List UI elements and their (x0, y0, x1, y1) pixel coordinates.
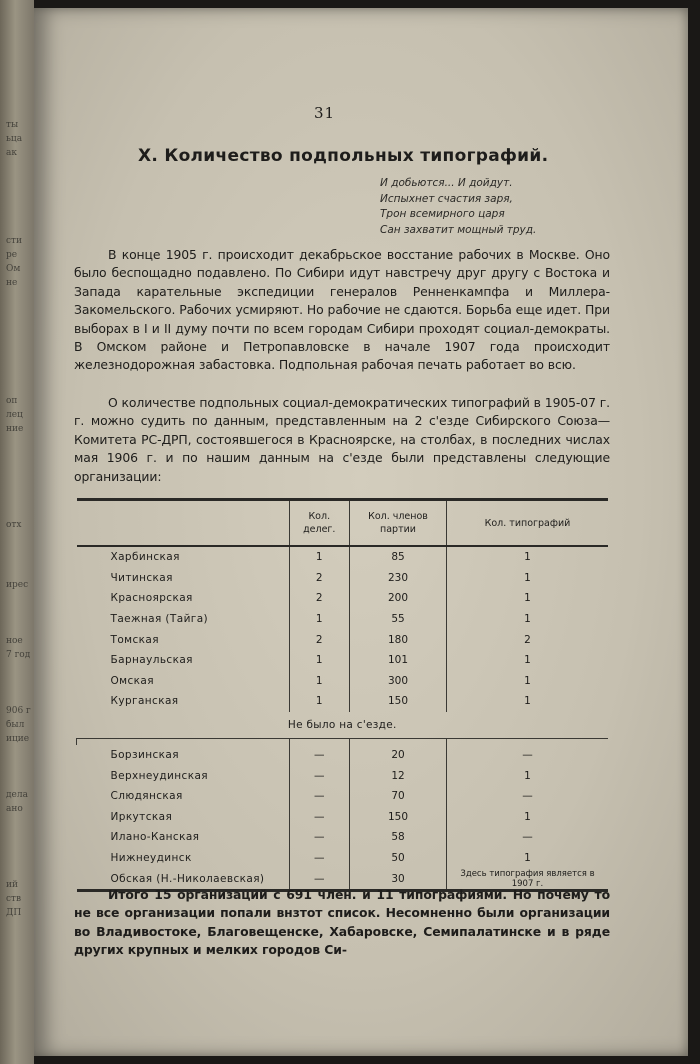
members-cell: 85 (350, 546, 447, 568)
table-row (77, 691, 609, 712)
org-name-cell: Читинская (110, 571, 173, 584)
members-cell: 12 (350, 765, 447, 786)
epigraph-line: Трон всемирного царя (380, 208, 505, 220)
presses-cell: 2 (446, 629, 608, 650)
table-row (77, 629, 609, 650)
delegates-cell: 1 (289, 671, 350, 692)
delegates-cell: — (289, 786, 350, 807)
presses-cell: 1 (446, 546, 608, 568)
table-row (77, 827, 609, 848)
delegates-cell: — (289, 807, 350, 828)
delegates-cell: 1 (289, 609, 350, 630)
organizations-table (76, 498, 608, 892)
members-cell: 55 (350, 609, 447, 630)
table-row (77, 786, 609, 807)
table-row (77, 848, 609, 869)
table-row (77, 588, 609, 609)
table-row (77, 745, 609, 766)
members-cell: 230 (350, 568, 447, 589)
delegates-cell: 2 (289, 568, 350, 589)
org-name-cell: Обская (Н.-Николаевская) (110, 872, 265, 885)
org-name-cell: Борзинская (110, 749, 179, 762)
paragraph-total: Итого 15 организаций с 691 член. и 11 типографиями. Но почему то не все организации попали внзтот список. Несомненно были организации во Владивостоке, Благовещенске, Хабаровске, Семипалатинске и в ряде других крупных и мелких городов Си- (74, 887, 610, 958)
presses-cell: 1 (446, 568, 608, 589)
org-name-cell: Омская (110, 674, 154, 687)
org-name-cell: Курганская (110, 695, 179, 708)
delegates-cell: 1 (289, 691, 350, 712)
org-name-cell: Харбинская (110, 551, 180, 564)
delegates-cell: — (289, 848, 350, 869)
header-members: Кол. членов партии (350, 500, 447, 547)
page-number: 31 (314, 104, 336, 122)
members-cell: 50 (350, 848, 447, 869)
delegates-cell: — (289, 745, 350, 766)
members-cell: 200 (350, 588, 447, 609)
delegates-cell: 2 (289, 588, 350, 609)
presses-cell: Здесь типография является в 1907 г. (446, 868, 608, 890)
members-cell: 20 (350, 745, 447, 766)
presses-cell: — (446, 827, 608, 848)
org-name-cell: Таежная (Тайга) (110, 613, 209, 626)
presses-cell: 1 (446, 650, 608, 671)
paragraph-congress: О количестве подпольных социал-демократических типографий в 1905-07 г. г. можно судить по данным, представленным на 2 с'езде Сибирского Союза—Комитета РС-ДРП, состоявшегося в Красноярске, на столбах, в последних числах мая 1906 г. и по нашим данным на с'езде были представлены следующие организации: (74, 395, 610, 484)
table-row (77, 671, 609, 692)
table-row (77, 765, 609, 786)
presses-cell: — (446, 745, 608, 766)
epigraph (380, 176, 536, 238)
table-row (77, 650, 609, 671)
presses-cell: 1 (446, 848, 608, 869)
header-delegates: Кол. делег. (289, 500, 350, 547)
table-row (77, 568, 609, 589)
org-name-cell: Илано-Канская (110, 831, 200, 844)
members-cell: 30 (350, 868, 447, 890)
header-presses: Кол. типографий (446, 500, 608, 547)
delegates-cell: 2 (289, 629, 350, 650)
epigraph-line: Сан захватит мощный труд. (380, 223, 537, 236)
org-name-cell: Нижнеудинск (110, 852, 192, 865)
delegates-cell: 1 (289, 650, 350, 671)
table-row (77, 609, 609, 630)
members-cell: 101 (350, 650, 447, 671)
chapter-title: X. Количество подпольных типографий. (138, 146, 549, 166)
members-cell: 150 (350, 807, 447, 828)
presses-cell: — (446, 786, 608, 807)
paragraph-uprising: В конце 1905 г. происходит декабрьское восстание рабочих в Москве. Оно было беспощадно подавлено. По Сибири идут навстречу друг другу с Востока и Запада карательные экспедиции генералов Ренненкампфа и Миллера-Закомельского. Рабочих усмиряют. Но рабочие не сдаются. Борьба еще идет. При выборах в I и II думу почти по всем городам Сибири проходят социал-демократы. В Омском районе и Петропавловске в начале 1907 года происходит железнодорожная забастовка. Подпольная рабочая печать работает во всю. (74, 247, 610, 373)
present-organizations (77, 546, 609, 712)
org-name-cell: Слюдянская (110, 790, 183, 803)
epigraph-line: И добьются... И дойдут. (380, 177, 513, 189)
table-header-row (77, 500, 609, 547)
adjacent-page-edge: ты ьца ак сти ре Ом не оп лец ние отх ирес ное 7 год 906 г был ицие дела ано ий ств ДП (0, 0, 34, 1064)
absent-label: Не было на с'езде. (77, 712, 609, 739)
header-organization (77, 500, 290, 547)
members-cell: 180 (350, 629, 447, 650)
org-name-cell: Иркутская (110, 810, 173, 823)
org-name-cell: Томская (110, 633, 159, 646)
members-cell: 300 (350, 671, 447, 692)
absent-organizations (77, 745, 609, 891)
absent-section-row (77, 712, 609, 739)
table-row (77, 807, 609, 828)
org-name-cell: Барнаульская (110, 654, 193, 667)
delegates-cell: — (289, 827, 350, 848)
delegates-cell: — (289, 765, 350, 786)
epigraph-line: Испыхнет счастия заря, (380, 192, 513, 205)
members-cell: 70 (350, 786, 447, 807)
presses-cell: 1 (446, 588, 608, 609)
delegates-cell: 1 (289, 546, 350, 568)
presses-cell: 1 (446, 765, 608, 786)
presses-cell: 1 (446, 807, 608, 828)
table-row (77, 546, 609, 568)
org-name-cell: Верхнеудинская (110, 769, 208, 782)
presses-cell: 1 (446, 671, 608, 692)
book-page (34, 8, 688, 1056)
members-cell: 150 (350, 691, 447, 712)
presses-cell: 1 (446, 609, 608, 630)
delegates-cell: — (289, 868, 350, 890)
members-cell: 58 (350, 827, 447, 848)
org-name-cell: Красноярская (110, 592, 193, 605)
presses-cell: 1 (446, 691, 608, 712)
